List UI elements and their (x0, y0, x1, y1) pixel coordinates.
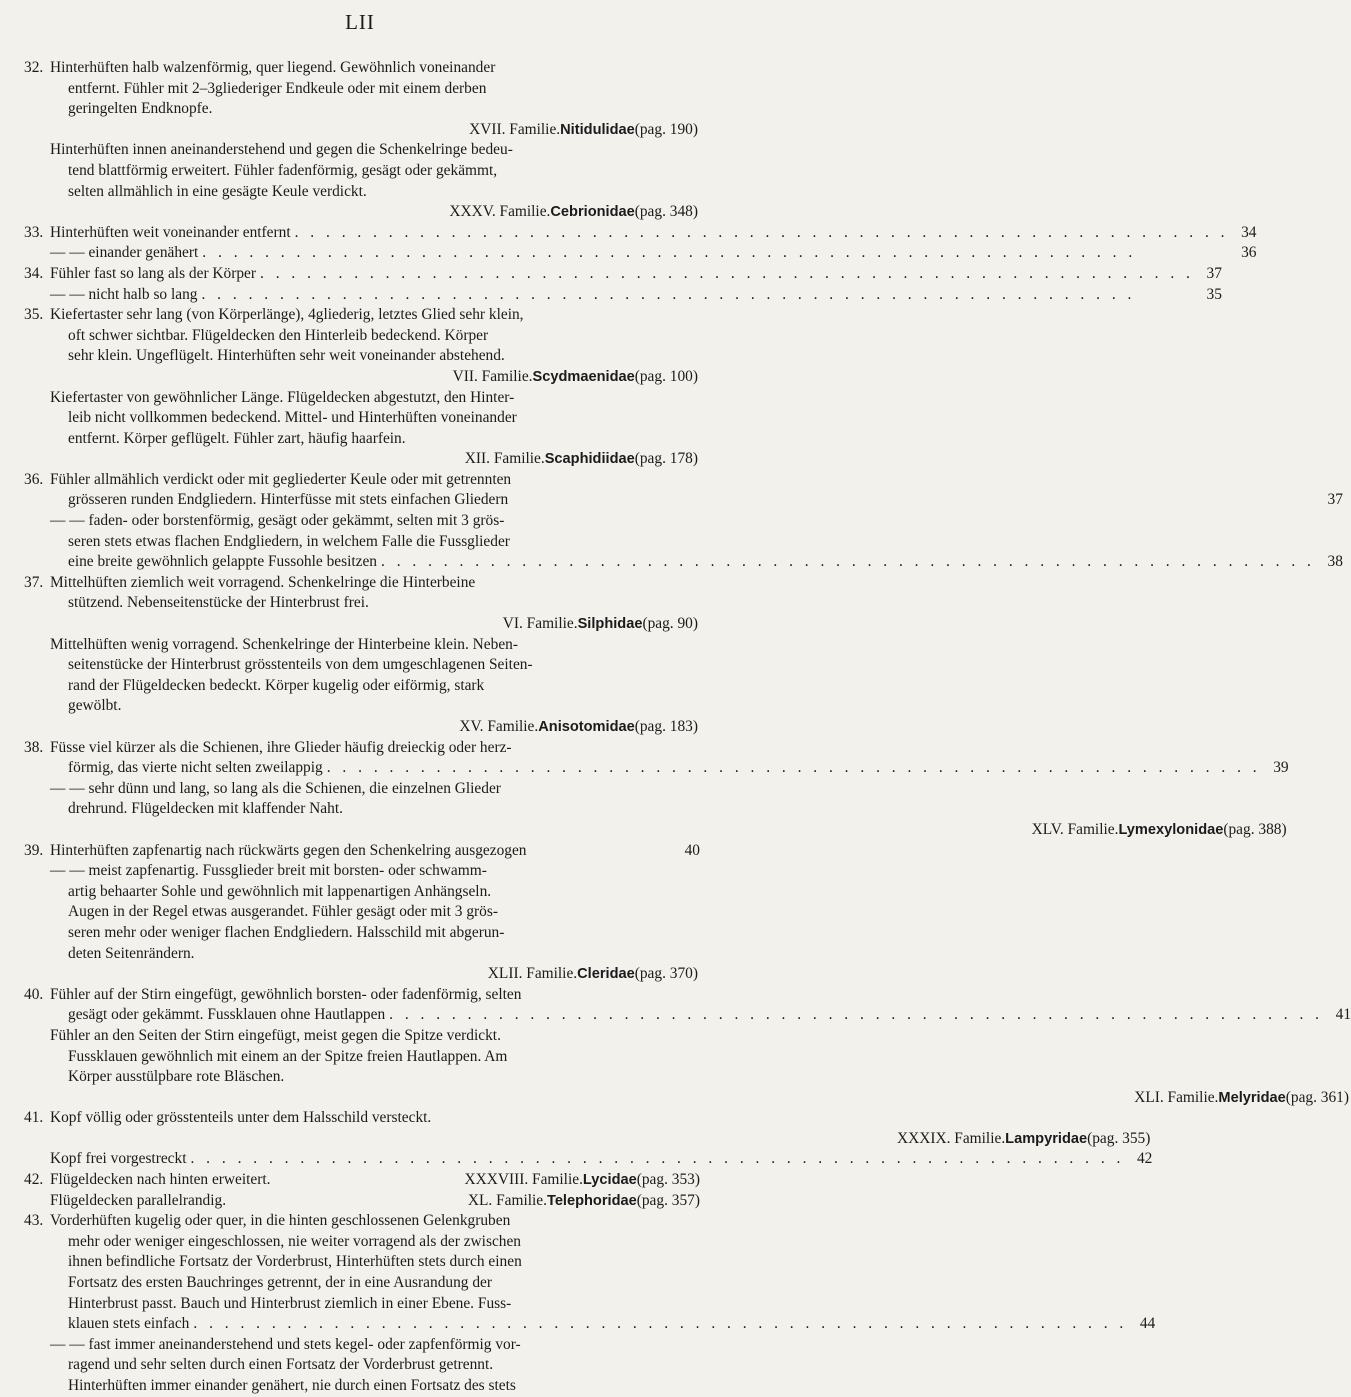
entry-content (50, 305, 700, 470)
family-line (50, 1088, 1351, 1109)
key-entry (24, 58, 700, 223)
key-entry (24, 1170, 700, 1211)
text-line (50, 182, 700, 203)
line-text: gewölbt. (68, 697, 122, 715)
leader-dots (197, 285, 1197, 306)
leader-dots (385, 1005, 1327, 1026)
entry-content (50, 1108, 1152, 1170)
dotted-line (50, 243, 1256, 264)
family-page: (pag. 388) (1223, 820, 1287, 838)
text-line (50, 779, 1289, 800)
entry-content (50, 58, 700, 223)
leader-dots (323, 758, 1265, 779)
entry-number: 39. (24, 841, 44, 859)
key-entry (24, 573, 700, 738)
family-name: Scydmaenidae (532, 368, 635, 385)
family-name: Lampyridae (1005, 1130, 1088, 1147)
key-alternative (50, 1149, 1152, 1170)
family-line (50, 964, 700, 985)
line-text: Fühler an den Seiten der Stirn eingefügt, meist gegen die Spitze verdickt. (50, 1026, 501, 1044)
line-text: — — meist zapfenartig. Fussglieder breit mit borsten- oder schwamm- (50, 862, 487, 880)
entry-number: 40. (24, 985, 44, 1003)
line-text: Fühler auf der Stirn eingefügt, gewöhnlich borsten- oder fadenförmig, selten (50, 985, 522, 1003)
family-page: (pag. 190) (634, 120, 698, 138)
family-page: (pag. 90) (642, 615, 698, 633)
family-prefix: VI. Familie. (502, 615, 578, 633)
family-line (50, 449, 700, 470)
line-text: Mittelhüften wenig vorragend. Schenkelringe der Hinterbeine klein. Neben- (50, 635, 518, 653)
dotted-line (50, 1314, 1155, 1335)
leader-dots (186, 1149, 1128, 1170)
line-text: entfernt. Fühler mit 2–3gliederiger Endkeule oder mit einem derben (68, 79, 487, 97)
line-text: Fussklauen gewöhnlich mit einem an der Spitze freien Hautlappen. Am (68, 1047, 508, 1065)
line-text: mehr oder weniger eingeschlossen, nie weiter vorragend als der zwischen (68, 1232, 521, 1250)
text-line (50, 1355, 1155, 1376)
family-line (50, 717, 700, 738)
key-alternative (50, 779, 1289, 841)
text-line (50, 1232, 1155, 1253)
text-line (50, 985, 1351, 1006)
dotted-line (50, 758, 1289, 779)
key-entry (24, 985, 1351, 1109)
line-text: gesägt oder gekämmt. Fussklauen ohne Hautlappen (68, 1006, 386, 1024)
family-prefix: XXXVIII. Familie. (464, 1171, 583, 1189)
key-entry (24, 264, 1222, 305)
key-reference: 37 (1206, 264, 1222, 282)
line-text: Kopf völlig oder grösstenteils unter dem Halsschild versteckt. (50, 1109, 432, 1127)
family-prefix: XV. Familie. (459, 718, 539, 735)
text-line (50, 99, 700, 120)
line-text: Fühler allmählich verdickt oder mit gegliederter Keule oder mit getrennten (50, 470, 512, 488)
family-page: (pag. 357) (636, 1191, 700, 1209)
family-page: (pag. 100) (634, 367, 698, 385)
line-text: Augen in der Regel etwas ausgerandet. Fühler gesägt oder mit 3 grös- (68, 903, 498, 921)
entry-number: 35. (24, 306, 44, 324)
entry-number: 42. (24, 1171, 44, 1189)
entry-content (50, 1211, 1155, 1396)
key-alternative (50, 985, 1351, 1026)
line-text: Flügeldecken nach hinten erweitert. (50, 1171, 271, 1189)
family-name: Melyridae (1218, 1089, 1286, 1106)
family-page: (pag. 361) (1285, 1088, 1350, 1106)
leader-dots (256, 264, 1198, 285)
entry-content (50, 738, 1289, 841)
line-text: deten Seitenrändern. (68, 944, 195, 962)
family-line (50, 614, 700, 635)
text-line (50, 1294, 1155, 1315)
family-line (50, 367, 700, 388)
leader-dots (198, 243, 1232, 264)
text-line (50, 140, 700, 161)
text-line (50, 470, 1343, 491)
page-number: LII (345, 10, 375, 34)
key-entry (24, 738, 1289, 841)
text-line (50, 923, 700, 944)
text-line (50, 841, 700, 862)
line-text: Hinterhüften innen aneinanderstehend und gegen die Schenkelringe bedeu- (50, 141, 513, 159)
text-line (50, 1047, 1351, 1068)
family-prefix: XLI. Familie. (1134, 1088, 1219, 1106)
text-line (50, 573, 700, 594)
key-reference: 40 (684, 841, 700, 859)
family-line (50, 120, 700, 141)
line-text: Hinterhüften weit voneinander entfernt (50, 223, 291, 241)
family-page: (pag. 178) (634, 450, 698, 468)
line-text: entfernt. Körper geflügelt. Fühler zart, häufig haarfein. (68, 429, 406, 447)
family-prefix: VII. Familie. (452, 367, 533, 385)
inline-family-line (50, 1191, 700, 1212)
entry-content (50, 985, 1351, 1109)
entry-content (50, 223, 1256, 264)
text-line (50, 346, 700, 367)
entry-number: 43. (24, 1212, 44, 1230)
line-text: seren mehr oder weniger flachen Endgliedern. Halsschild mit abgerun- (68, 923, 505, 941)
entry-content (50, 1170, 700, 1211)
key-alternative (50, 305, 700, 387)
line-text: Hinterhüften zapfenartig nach rückwärts gegen den Schenkelring ausgezogen (50, 841, 527, 859)
line-text: grösseren runden Endgliedern. Hinterfüsse mit stets einfachen Gliedern (68, 491, 509, 509)
line-text: Hinterhüften halb walzenförmig, quer liegend. Gewöhnlich voneinander (50, 59, 496, 76)
entry-number: 33. (24, 223, 44, 241)
line-text: artig behaarter Sohle und gewöhnlich mit lappenartigen Anhängseln. (68, 882, 492, 900)
line-text: selten allmählich in eine gesägte Keule verdickt. (68, 182, 367, 200)
inline-family-line (50, 1170, 700, 1191)
line-text: tend blattförmig erweitert. Fühler fadenförmig, gesägt oder gekämmt, (68, 161, 498, 179)
dotted-line (50, 1005, 1351, 1026)
key-reference: 38 (1327, 553, 1343, 571)
key-reference: 34 (1241, 223, 1257, 241)
family-line (50, 202, 700, 223)
family-line (50, 820, 1289, 841)
text-line (50, 161, 700, 182)
family-name: Cleridae (577, 966, 635, 983)
text-line (50, 1335, 1155, 1356)
text-line (50, 511, 1343, 532)
key-alternative (50, 1191, 700, 1212)
key-alternative (50, 841, 700, 862)
entry-content (50, 573, 700, 738)
family-prefix: XLV. Familie. (1031, 820, 1119, 838)
line-text: Körper ausstülpbare rote Bläschen. (68, 1068, 285, 1086)
dotted-line (50, 223, 1256, 244)
text-line (50, 79, 700, 100)
text-line (50, 1211, 1155, 1232)
line-text: Füsse viel kürzer als die Schienen, ihre Glieder häufig dreieckig oder herz- (50, 738, 512, 756)
key-entry (24, 305, 700, 470)
family-name: Silphidae (577, 616, 643, 633)
text-line (50, 305, 700, 326)
key-alternative (50, 140, 700, 222)
key-alternative (50, 470, 1343, 511)
text-line (50, 326, 700, 347)
key-alternative (50, 285, 1222, 306)
family-prefix: XII. Familie. (464, 450, 545, 468)
line-text: — — einander genähert (50, 244, 199, 262)
line-text: rand der Flügeldecken bedeckt. Körper kugelig oder eiförmig, stark (68, 676, 485, 694)
line-text: — — sehr dünn und lang, so lang als die Schienen, die einzelnen Glieder (50, 779, 501, 797)
key-reference: 39 (1273, 759, 1289, 777)
text-line (50, 1273, 1155, 1294)
key-reference: 35 (1206, 285, 1222, 303)
line-text: Kopf frei vorgestreckt (50, 1150, 187, 1168)
family-page: (pag. 353) (636, 1171, 700, 1189)
key-alternative (50, 1108, 1152, 1149)
key-reference: 44 (1139, 1315, 1156, 1333)
family-prefix: XL. Familie. (467, 1191, 547, 1209)
text-line (50, 429, 700, 450)
line-text: stützend. Nebenseitenstücke der Hinterbrust frei. (68, 594, 369, 612)
key-alternative (50, 1170, 700, 1191)
text-line (50, 1252, 1155, 1273)
key-alternative (50, 1026, 1351, 1108)
entry-number: 37. (24, 573, 44, 591)
key-alternative (50, 1211, 1155, 1335)
family-name: Nitidulidae (560, 121, 635, 138)
family-name: Cebrionidae (550, 204, 635, 221)
line-text: Kiefertaster von gewöhnlicher Länge. Flügeldecken abgestutzt, den Hinter- (50, 388, 515, 406)
text-line (50, 58, 700, 79)
key-reference: 36 (1241, 244, 1257, 262)
key-alternative (50, 223, 1256, 244)
text-line (50, 408, 700, 429)
key-alternative (50, 738, 1289, 779)
text-line (50, 593, 700, 614)
entry-number: 34. (24, 264, 44, 282)
key-alternative (50, 573, 700, 635)
line-text: — — nicht halb so lang (50, 285, 198, 303)
key-alternative (50, 58, 700, 140)
text-line (50, 1026, 1351, 1047)
family-name: Lycidae (582, 1172, 637, 1189)
text-line (50, 1108, 1152, 1129)
line-text: drehrund. Flügeldecken mit klaffender Naht. (68, 800, 343, 818)
line-text: Hinterhüften immer einander genähert, nie durch einen Fortsatz des stets (68, 1377, 516, 1394)
line-text: Mittelhüften ziemlich weit vorragend. Schenkelringe die Hinterbeine (50, 573, 476, 591)
entry-number: 41. (24, 1109, 44, 1127)
text-line (50, 490, 1343, 511)
text-line (50, 799, 1289, 820)
leader-dots (189, 1314, 1131, 1335)
key-reference: 42 (1136, 1150, 1153, 1168)
family-prefix: XLII. Familie. (487, 965, 578, 983)
key-alternative (50, 388, 700, 470)
family-name: Scaphidiidae (544, 451, 635, 468)
entry-content (50, 264, 1222, 305)
text-line (50, 1376, 1155, 1397)
family-name: Lymexylonidae (1118, 821, 1224, 838)
key-alternative (50, 243, 1256, 264)
text-line (50, 882, 700, 903)
family-name: Anisotomidae (538, 719, 635, 735)
family-prefix: XXXV. Familie. (449, 203, 551, 221)
line-text: Vorderhüften kugelig oder quer, in die hinten geschlossenen Gelenkgruben (50, 1212, 511, 1230)
line-text: ragend und sehr selten durch einen Fortsatz der Vorderbrust getrennt. (68, 1356, 494, 1374)
text-line (50, 944, 700, 965)
line-text: Flügeldecken parallelrandig. (50, 1191, 227, 1209)
text-line (50, 902, 700, 923)
dotted-line (50, 552, 1343, 573)
family-page: (pag. 370) (634, 965, 698, 983)
line-text: Kiefertaster sehr lang (von Körperlänge), 4gliederig, letztes Glied sehr klein, (50, 306, 524, 324)
key-reference: 41 (1335, 1006, 1351, 1024)
entry-number: 38. (24, 738, 44, 756)
key-alternative (50, 264, 1222, 285)
line-text: leib nicht vollkommen bedeckend. Mittel- und Hinterhüften voneinander (68, 409, 517, 427)
text-line (50, 861, 700, 882)
line-text: — — fast immer aneinanderstehend und stets kegel- oder zapfenförmig vor- (50, 1335, 521, 1353)
line-text: Hinterbrust passt. Bauch und Hinterbrust ziemlich in einer Ebene. Fuss- (68, 1294, 512, 1312)
line-text: geringelten Endknopfe. (68, 100, 213, 118)
entry-number: 36. (24, 470, 44, 488)
leader-dots (291, 223, 1233, 244)
key-entry (24, 1108, 1153, 1170)
entry-number: 32. (24, 59, 44, 76)
line-text: ihnen befindliche Fortsatz der Vorderbrust, Hinterhüften stets durch einen (68, 1253, 522, 1271)
key-alternative (50, 635, 700, 738)
family-line (50, 1129, 1152, 1150)
line-text: oft schwer sichtbar. Flügeldecken den Hinterleib bedeckend. Körper (68, 326, 489, 344)
family-prefix: XVII. Familie. (469, 120, 561, 138)
entry-content (50, 841, 700, 985)
key-entry (24, 223, 1257, 264)
key-alternative (50, 861, 700, 985)
leader-dots (377, 552, 1319, 573)
text-line (50, 676, 700, 697)
text-line (50, 738, 1289, 759)
key-alternative (50, 1335, 1155, 1397)
key-entry (24, 841, 700, 985)
line-text: eine breite gewöhnlich gelappte Fussohle besitzen (68, 553, 378, 571)
family-page: (pag. 355) (1087, 1129, 1151, 1147)
dotted-line (50, 1149, 1152, 1170)
dotted-line (50, 285, 1222, 306)
text-line (50, 655, 700, 676)
text-line (50, 532, 1343, 553)
text-line (50, 696, 700, 717)
line-text: förmig, das vierte nicht selten zweilappig (68, 759, 323, 777)
family-page: (pag. 348) (634, 203, 698, 221)
key-reference: 37 (1327, 491, 1343, 509)
line-text: klauen stets einfach (68, 1315, 190, 1333)
line-text: Fortsatz des ersten Bauchringes getrennt, der in eine Ausrandung der (68, 1274, 492, 1292)
family-prefix: XXXIX. Familie. (897, 1129, 1006, 1147)
line-text: Fühler fast so lang als der Körper (50, 264, 257, 282)
line-text: — — faden- oder borstenförmig, gesägt oder gekämmt, selten mit 3 grös- (50, 512, 505, 530)
key-entry (24, 470, 1343, 573)
key-text (24, 58, 1351, 1397)
line-text: seren stets etwas flachen Endgliedern, in welchem Falle die Fussglieder (68, 532, 510, 550)
text-line (50, 1067, 1351, 1088)
family-page: (pag. 183) (634, 718, 698, 735)
key-entry (24, 1211, 1156, 1396)
text-line (50, 388, 700, 409)
entry-content (50, 470, 1343, 573)
family-name: Telephoridae (546, 1192, 637, 1209)
key-alternative (50, 511, 1343, 573)
line-text: sehr klein. Ungeflügelt. Hinterhüften sehr weit voneinander abstehend. (68, 347, 505, 365)
line-text: seitenstücke der Hinterbrust grösstenteils von dem umgeschlagenen Seiten- (68, 656, 533, 674)
text-line (50, 635, 700, 656)
dotted-line (50, 264, 1222, 285)
